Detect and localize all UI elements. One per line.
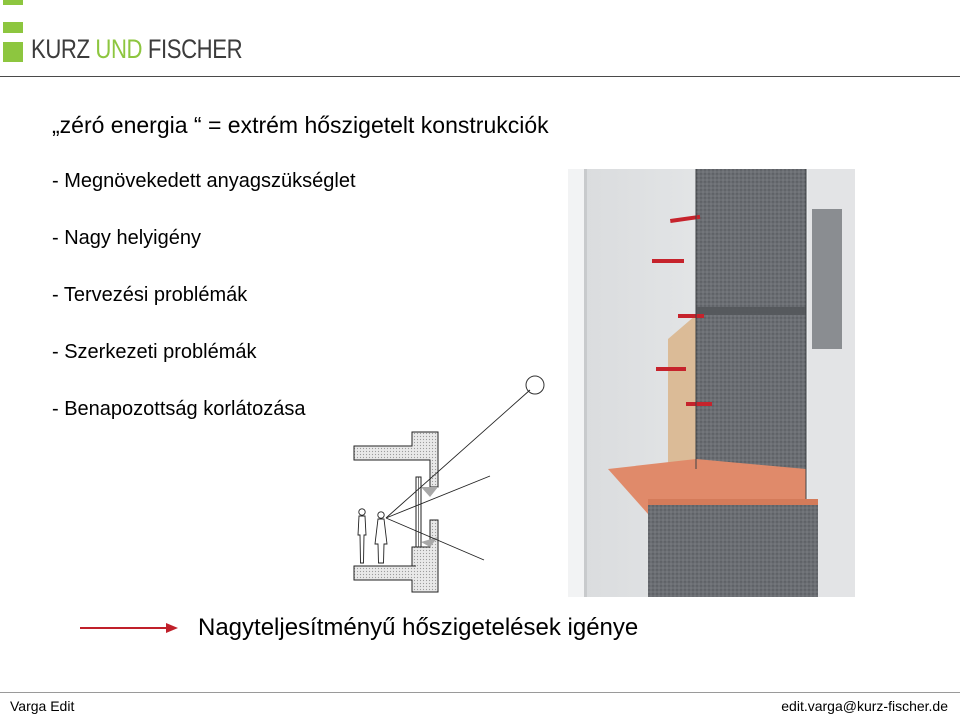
footer-author: Varga Edit	[10, 698, 75, 714]
header-divider	[0, 76, 960, 77]
lower-slab	[354, 520, 438, 592]
footer-divider	[0, 692, 960, 693]
insulation-photo	[568, 169, 855, 597]
bullet-list	[52, 170, 356, 455]
logo-mark-middle	[3, 22, 23, 33]
footer-email: edit.varga@kurz-fischer.de	[781, 698, 948, 714]
conclusion-text: Nagyteljesítményű hőszigetelések igénye	[198, 614, 639, 641]
logo-word-und: UND	[95, 34, 143, 64]
bullet-item: - Tervezési problémák	[52, 284, 248, 306]
middle-panel	[696, 315, 806, 470]
logo-mark-top	[3, 0, 23, 5]
logo-mark-bottom	[3, 42, 23, 62]
person-figure	[358, 509, 366, 563]
bullet-item: - Szerkezeti problémák	[52, 341, 257, 363]
logo-word-fischer: FISCHER	[147, 34, 243, 64]
lower-panel	[648, 499, 818, 597]
logo-word-kurz: KURZ	[31, 34, 90, 64]
bullet-item: - Megnövekedett anyagszükséglet	[52, 170, 356, 192]
bullet-item: - Nagy helyigény	[52, 227, 201, 249]
arrow-icon	[80, 620, 178, 636]
bullet-item: - Benapozottság korlátozása	[52, 398, 306, 420]
shading-section-diagram	[350, 372, 550, 597]
slide-title: „zéró energia “ = extrém hőszigetelt konstrukciók	[52, 112, 549, 138]
company-logo	[3, 0, 243, 68]
upper-panel	[696, 169, 806, 315]
logo-wordmark	[31, 34, 242, 65]
person-figure	[375, 512, 387, 563]
upper-slab	[354, 432, 438, 487]
